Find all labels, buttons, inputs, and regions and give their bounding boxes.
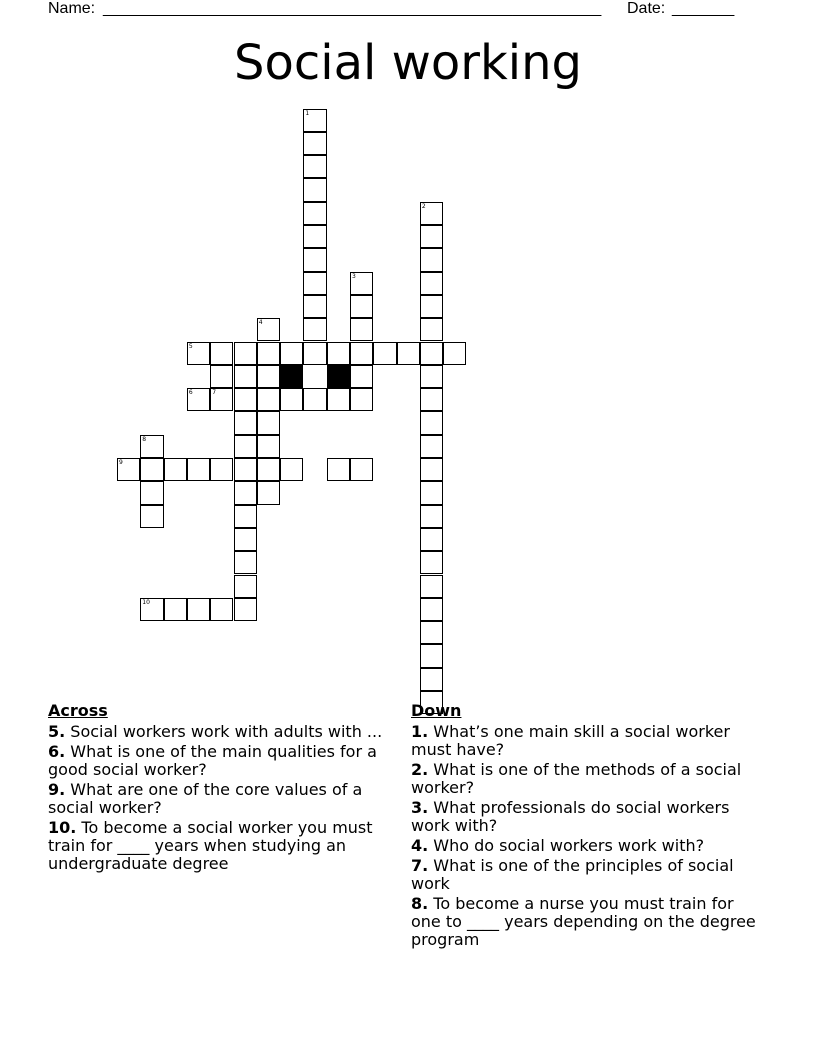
grid-cell[interactable] <box>420 272 443 295</box>
grid-cell[interactable] <box>164 598 187 621</box>
grid-cell[interactable] <box>187 458 210 481</box>
grid-cell[interactable] <box>234 575 257 598</box>
grid-cell[interactable] <box>257 435 280 458</box>
down-heading: Down <box>411 701 462 720</box>
grid-cell[interactable] <box>234 598 257 621</box>
grid-cell[interactable] <box>420 342 443 365</box>
grid-cell[interactable] <box>234 505 257 528</box>
grid-cell[interactable] <box>303 272 326 295</box>
grid-cell[interactable] <box>257 411 280 434</box>
clue-number: 1. <box>411 722 429 741</box>
grid-cell[interactable] <box>420 365 443 388</box>
grid-cell[interactable] <box>397 342 420 365</box>
grid-cell[interactable] <box>210 342 233 365</box>
grid-cell[interactable] <box>234 551 257 574</box>
grid-cell[interactable] <box>420 202 443 225</box>
grid-cell[interactable] <box>234 365 257 388</box>
grid-cell[interactable] <box>187 388 210 411</box>
grid-cell[interactable] <box>420 598 443 621</box>
clue-number-label: 9 <box>119 459 123 466</box>
grid-cell[interactable] <box>327 342 350 365</box>
grid-cell[interactable] <box>210 458 233 481</box>
grid-cell[interactable] <box>303 342 326 365</box>
grid-cell[interactable] <box>350 365 373 388</box>
grid-cell[interactable] <box>327 458 350 481</box>
grid-cell[interactable] <box>257 342 280 365</box>
clue-text: What’s one main skill a social worker must have? <box>411 722 730 759</box>
grid-cell[interactable] <box>303 388 326 411</box>
clue-text: What professionals do social workers work with? <box>411 798 730 835</box>
grid-cell[interactable] <box>420 551 443 574</box>
clue-text: To become a nurse you must train for one to ____ years depending on the degree program <box>411 894 756 949</box>
clue-number-label: 1 <box>305 109 310 117</box>
grid-cell[interactable] <box>303 295 326 318</box>
clue-text: What is one of the principles of social work <box>411 856 734 893</box>
grid-cell[interactable] <box>257 318 280 341</box>
grid-cell[interactable] <box>303 178 326 201</box>
clue-down-8 <box>411 895 756 949</box>
name-label: Name: <box>48 0 100 17</box>
clue-number-label: 3 <box>352 272 356 280</box>
puzzle-title: Social working <box>234 35 582 91</box>
clue-down-7 <box>411 857 756 893</box>
date-blank[interactable]: _______ <box>672 0 735 17</box>
grid-cell[interactable] <box>420 528 443 551</box>
date-label: Date: <box>627 0 670 17</box>
grid-cell[interactable] <box>164 458 187 481</box>
grid-cell[interactable] <box>327 388 350 411</box>
grid-cell[interactable] <box>234 411 257 434</box>
grid-cell[interactable] <box>140 598 163 621</box>
clue-down-4 <box>411 837 756 855</box>
clue-number-label: 10 <box>142 598 150 606</box>
clue-down-1 <box>411 723 756 759</box>
clue-number-label: 6 <box>188 389 193 397</box>
grid-cell[interactable] <box>303 318 326 341</box>
clue-text: Who do social workers work with? <box>428 836 705 855</box>
grid-cell[interactable] <box>234 458 257 481</box>
grid-cell[interactable] <box>210 365 233 388</box>
grid-cell[interactable] <box>420 295 443 318</box>
clue-number: 4. <box>411 836 429 855</box>
grid-cell[interactable] <box>420 225 443 248</box>
clue-number: 7. <box>411 856 429 875</box>
grid-cell[interactable] <box>303 155 326 178</box>
clue-number-label: 7 <box>212 389 217 397</box>
clue-number: 6. <box>48 742 66 761</box>
grid-cell[interactable] <box>420 248 443 271</box>
clue-text: To become a social worker you must train for ____ years when studying an undergraduate degree <box>48 818 373 873</box>
name-blank[interactable]: ________________________________________________________ <box>103 0 602 17</box>
grid-cell[interactable] <box>420 411 443 434</box>
clue-number: 8. <box>411 894 429 913</box>
grid-cell[interactable] <box>420 621 443 644</box>
grid-cell[interactable] <box>420 644 443 667</box>
grid-cell[interactable] <box>420 435 443 458</box>
grid-cell[interactable] <box>280 458 303 481</box>
clue-number: 5. <box>48 722 66 741</box>
grid-cell[interactable] <box>210 388 233 411</box>
clue-text: What is one of the methods of a social worker? <box>411 760 742 797</box>
clue-number-label: 8 <box>142 435 147 443</box>
clue-number-label: 2 <box>421 202 426 210</box>
clue-text: Social workers work with adults with ... <box>65 722 383 741</box>
grid-cell[interactable] <box>420 505 443 528</box>
grid-cell[interactable] <box>303 225 326 248</box>
grid-cell[interactable] <box>420 458 443 481</box>
across-heading: Across <box>48 701 108 720</box>
grid-cell[interactable] <box>443 342 466 365</box>
grid-cell[interactable] <box>234 528 257 551</box>
grid-cell[interactable] <box>303 202 326 225</box>
clue-number: 9. <box>48 780 66 799</box>
grid-cell[interactable] <box>420 575 443 598</box>
grid-cell[interactable] <box>257 481 280 504</box>
clue-text: What is one of the main qualities for a good social worker? <box>48 742 377 779</box>
clue-across-5 <box>48 723 393 741</box>
grid-cell[interactable] <box>210 598 233 621</box>
grid-cell[interactable] <box>350 458 373 481</box>
clue-number: 3. <box>411 798 429 817</box>
grid-cell[interactable] <box>303 109 326 132</box>
grid-cell[interactable] <box>187 342 210 365</box>
black-cell <box>327 365 350 388</box>
clue-down-2 <box>411 761 756 797</box>
grid-cell[interactable] <box>280 388 303 411</box>
clue-across-10 <box>48 819 393 873</box>
clue-down-3 <box>411 799 756 835</box>
grid-cell[interactable] <box>303 132 326 155</box>
grid-cell[interactable] <box>420 668 443 691</box>
clue-text: What are one of the core values of a social worker? <box>48 780 363 817</box>
grid-cell[interactable] <box>420 481 443 504</box>
grid-cell[interactable] <box>234 481 257 504</box>
clue-number: 2. <box>411 760 429 779</box>
grid-cell[interactable] <box>234 388 257 411</box>
grid-cell[interactable] <box>350 272 373 295</box>
grid-cell[interactable] <box>187 598 210 621</box>
grid-cell[interactable] <box>420 318 443 341</box>
grid-cell[interactable] <box>140 505 163 528</box>
grid-cell[interactable] <box>234 435 257 458</box>
clue-across-9 <box>48 781 393 817</box>
grid-cell[interactable] <box>140 481 163 504</box>
clue-number-label: 4 <box>258 319 263 327</box>
grid-cell[interactable] <box>140 435 163 458</box>
clue-number-label: 5 <box>188 342 193 350</box>
down-clues <box>411 702 756 951</box>
black-cell <box>280 365 303 388</box>
grid-cell[interactable] <box>350 342 373 365</box>
grid-cell[interactable] <box>303 248 326 271</box>
grid-cell[interactable] <box>140 458 163 481</box>
clue-across-6 <box>48 743 393 779</box>
grid-cell[interactable] <box>420 388 443 411</box>
clue-number: 10. <box>48 818 77 837</box>
grid-cell[interactable] <box>257 458 280 481</box>
grid-cell[interactable] <box>350 388 373 411</box>
grid-cell[interactable] <box>117 458 140 481</box>
grid-cell[interactable] <box>350 295 373 318</box>
across-clues <box>48 702 393 875</box>
grid-cell[interactable] <box>373 342 396 365</box>
grid-cell[interactable] <box>280 342 303 365</box>
grid-cell[interactable] <box>257 365 280 388</box>
grid-cell[interactable] <box>234 342 257 365</box>
grid-cell[interactable] <box>257 388 280 411</box>
grid-cell[interactable] <box>350 318 373 341</box>
